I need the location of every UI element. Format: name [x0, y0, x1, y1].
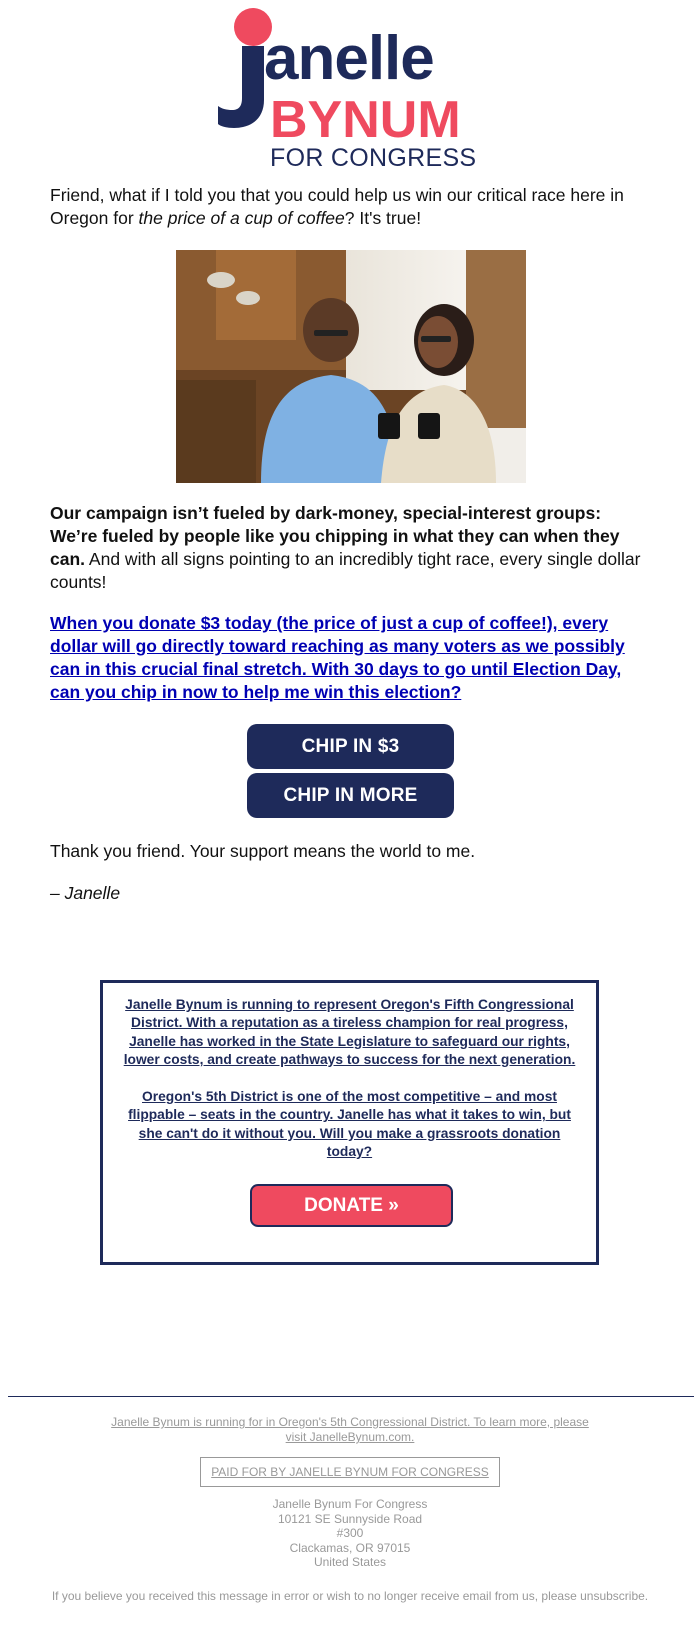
intro-emphasis: the price of a cup of coffee: [138, 208, 345, 228]
thanks-text: Thank you friend. Your support means the world to me.: [50, 841, 476, 861]
mailing-address: [200, 1497, 500, 1570]
paid-for-disclaimer[interactable]: [200, 1457, 500, 1487]
donate-button[interactable]: DONATE »: [250, 1184, 453, 1227]
logo-last-name: BYNUM: [270, 91, 461, 149]
photo-image: [176, 250, 526, 483]
address-line: #300: [336, 1526, 364, 1540]
about-paragraph-1[interactable]: Janelle Bynum is running to represent Oregon's Fifth Congressional District. With a reputation as a tireless champion for real progress, Janelle has worked in the State Legislature to safeguard our rights, lower costs, and create pathways to success for the next generation.: [123, 997, 576, 1067]
footer-note[interactable]: Janelle Bynum is running for in Oregon's 5th Congressional District. To learn more, please visit JanelleBynum.com.: [111, 1415, 589, 1444]
intro-text-2: ? It's true!: [344, 208, 422, 228]
about-candidate-box: [100, 980, 599, 1265]
signature: – Janelle: [50, 883, 121, 903]
about-paragraph-2[interactable]: Oregon's 5th District is one of the most competitive – and most flippable – seats in the country. Janelle has what it takes to win, but she can't do it without you. Will you make a grassroots donation today?: [128, 1089, 571, 1159]
footer-divider: [8, 1396, 694, 1397]
unsubscribe-text[interactable]: If you believe you received this message in error or wish to no longer receive email from us, please unsubscribe.: [51, 1589, 649, 1603]
donate-link-paragraph[interactable]: When you donate $3 today (the price of just a cup of coffee!), every dollar will go directly toward reaching as many voters as we possibly can in this crucial final stretch. With 30 days to go until Election Day, can you chip in now to help me win this election?: [50, 613, 625, 702]
address-line: 10121 SE Sunnyside Road: [277, 1511, 423, 1526]
body-paragraph: [50, 502, 650, 594]
logo-first-name: anelle: [264, 24, 434, 93]
coffee-photo: [176, 250, 526, 483]
body-bold-text: Our campaign isn’t fueled by dark-money, special-interest groups: We’re fueled by people like you chipping in what they can when they can.: [50, 503, 620, 569]
chip-in-3-button[interactable]: CHIP IN $3: [247, 724, 454, 769]
paid-for-text: PAID FOR BY JANELLE BYNUM FOR CONGRESS: [211, 1465, 489, 1479]
address-line: Janelle Bynum For Congress: [272, 1497, 428, 1511]
address-line: Clackamas, OR 97015: [289, 1540, 411, 1555]
intro-paragraph: [50, 184, 650, 230]
body-normal-text: And with all signs pointing to an incredibly tight race, every single dollar counts!: [50, 549, 641, 592]
campaign-logo[interactable]: [218, 6, 478, 171]
address-line: United States: [313, 1555, 387, 1569]
chip-in-more-button[interactable]: CHIP IN MORE: [247, 773, 454, 818]
logo-tagline: FOR CONGRESS: [270, 144, 477, 172]
intro-text-1: Friend, what if I told you that you could help us win our critical race here in Oregon for: [50, 185, 624, 228]
